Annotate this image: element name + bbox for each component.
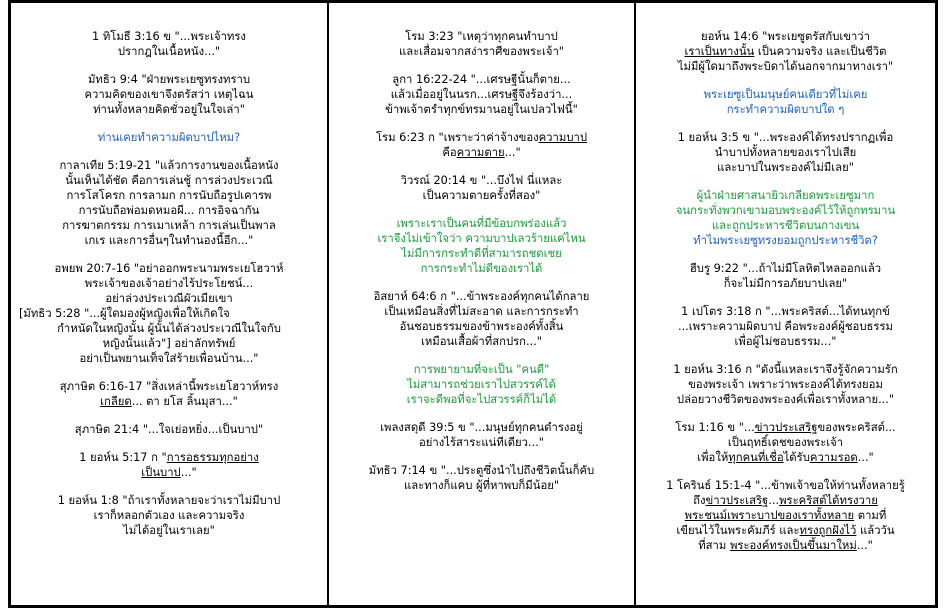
verse-line — [17, 450, 321, 465]
underlined-word: พระชนม์เพราะบาปของเราทั้งหลาย — [684, 509, 855, 522]
note-line: ไม่สามารถช่วยเราไปสวรรค์ได้ — [407, 378, 556, 391]
note-line: พระเยซูเป็นมนุษย์คนเดียวที่ไม่เคย — [703, 88, 868, 101]
verse-text: ที่สาม — [698, 539, 730, 552]
verse-line: ปล่อยวางชีวิตของพระองค์เพื่อเราทั้งหลาย..." — [676, 393, 895, 406]
highlight-note-blue — [642, 87, 929, 117]
note-line: การกระทำไม่ดีของเราได้ — [420, 262, 543, 275]
verse-line — [642, 523, 929, 538]
verse-text: 1 ยอห์น 5:17 ก " — [79, 451, 167, 464]
note-line: กระทำความผิดบาปใด ๆ — [726, 103, 845, 116]
verse-line: อันชอบธรรมของข้าพระองค์ทั้งสิ้น — [399, 320, 564, 333]
verse-line: เราก็หลอกตัวเอง และความจริง — [93, 509, 245, 522]
verse-line: ปรากฎในเนื้อหนัง..." — [117, 45, 221, 58]
highlight-note-2 — [335, 362, 628, 407]
verse-line: ความคิดของเขาจึงตรัสว่า เหตุไฉน — [84, 88, 254, 101]
verse-line: วิวรณ์ 20:14 ข "...บึงไฟ นี่แหละ — [400, 174, 563, 187]
verse-line: อย่าเป็นพยานเท็จใส่ร้ายเพื่อนบ้าน..." — [79, 352, 259, 365]
verse-line: อพยพ 20:7-16 "อย่าออกพระนามพระเยโฮวาห์ — [54, 262, 284, 275]
note-line: การพยายามที่จะเป็น "คนดี" — [413, 363, 550, 376]
verse-text: ได้รับ — [783, 451, 810, 464]
question-heading — [17, 130, 321, 145]
verse-line: กาลาเทีย 5:19-21 "แล้วการงานของเนื้อหนัง — [59, 159, 279, 172]
verse-hebrews-9-22 — [642, 261, 929, 291]
underlined-word: การอธรรมทุกอย่าง — [166, 451, 259, 464]
verse-text: โรม 1:16 ข "... — [675, 421, 755, 434]
verse-line: และทางก็แคบ ผู้ที่หาพบก็มีน้อย" — [403, 479, 560, 492]
verse-line — [335, 130, 628, 145]
verse-line: กำหนัดในหญิงนั้น ผู้นั้นได้ล่วงประเวณีในใจกับ — [57, 322, 281, 335]
verse-line — [642, 450, 929, 465]
verse-1john-5-17 — [17, 450, 321, 480]
underlined-word: ความรอด — [809, 451, 858, 464]
verse-line: หญิงนั้นแล้ว"] อย่าลักทรัพย์ — [102, 337, 236, 350]
underlined-word: เราเป็นทางนั้น — [684, 45, 755, 58]
verse-line: มัทธิว 9:4 "ฝ่ายพระเยซูทรงทราบ — [87, 73, 251, 86]
underlined-word: พระองค์ทรงเป็นขึ้นมาใหม่ — [729, 539, 857, 552]
verse-line: 1 ยอห์น 3:16 ก "ดังนี้แหละเราจึงรู้จักความรัก — [673, 363, 898, 376]
verse-1corinthians-15-1 — [642, 478, 929, 553]
highlight-note-1 — [335, 216, 628, 276]
question-text: ทำไมพระเยซูทรงยอมถูกประหารชีวิต? — [693, 234, 878, 247]
column-3 — [636, 3, 935, 605]
verse-luke-16-22 — [335, 72, 628, 117]
verse-line: พระเจ้าของเจ้าอย่างไร้ประโยชน์... — [84, 277, 254, 290]
underlined-word: เกลียด — [100, 395, 132, 408]
verse-romans-6-23 — [335, 130, 628, 160]
note-line: เพราะเราเป็นคนที่มีข้อบกพร่องแล้ว — [396, 217, 567, 230]
underlined-word: เป็นบาป — [141, 466, 181, 479]
verse-line: เป็นความตายครั้งที่สอง" — [422, 189, 541, 202]
underlined-word: ทรงถูกฝังไว้ — [799, 524, 857, 537]
verse-text: ..." — [857, 451, 874, 464]
verse-text: คือ — [442, 146, 457, 159]
verse-isaiah-64-6 — [335, 289, 628, 349]
verse-line — [642, 420, 929, 435]
verse-line: ไม่ได้อยู่ในเราเลย" — [123, 524, 215, 537]
underlined-word: ข่าวประเสริฐ — [754, 421, 818, 434]
verse-line — [642, 538, 929, 553]
verse-line: ก็จะไม่มีการอภัยบาปเลย" — [723, 277, 848, 290]
verse-line: อย่างไร้สาระแน่ทีเดียว..." — [419, 436, 544, 449]
verse-line: ข้าพเจ้าตรำทุกข์ทรมานอยู่ในเปลวไฟนี้" — [385, 103, 578, 116]
verse-line — [17, 465, 321, 480]
verse-line: แล้วเมื่ออยู่ในนรก...เศรษฐีจึงร้องว่า... — [390, 88, 573, 101]
verse-line: นำบาปทั้งหลายของเราไปเสีย — [714, 146, 857, 159]
verse-text: เพื่อให้ — [697, 451, 729, 464]
verse-line — [335, 145, 628, 160]
verse-text: ถึง — [693, 494, 706, 507]
verse-text: ..." — [180, 466, 197, 479]
verse-proverbs-21-4 — [17, 422, 321, 437]
note-line: ผู้นำฝ่ายศาสนายิวเกลียดพระเยซูมาก — [696, 189, 875, 202]
verse-line — [642, 508, 929, 523]
verse-line: ลูกา 16:22-24 "...เศรษฐีนั้นก็ตาย... — [392, 73, 571, 86]
verse-exodus-20-7 — [17, 261, 321, 366]
verse-1john-1-8 — [17, 493, 321, 538]
note-line: เราจะดีพอที่จะไปสวรรค์ก็ไม่ได้ — [406, 393, 557, 406]
verse-line: [มัทธิว 5:28 "...ผู้ใดมองผู้หญิงเพื่อให้เกิดใจ — [19, 307, 230, 320]
verse-text: ตามที่ — [854, 509, 887, 522]
question-text: ท่านเคยทำความผิดบาปไหม? — [97, 131, 241, 144]
verse-line: การฆาตกรรม การเมาเหล้า การเล่นเป็นพาล — [62, 219, 276, 232]
verse-line: 1 ยอห์น 1:8 "ถ้าเราทั้งหลายจะว่าเราไม่มีบาป — [57, 494, 281, 507]
note-line: และถูกประหารชีวิตบนกางเขน — [711, 219, 860, 232]
verse-text: เขียนไว้ในพระคัมภีร์ และ — [676, 524, 800, 537]
underlined-word: พระคริสต์ได้ทรงวาย — [779, 494, 878, 507]
verse-line: 1 เปโตร 3:18 ก "...พระคริสต์...ได้ทนทุกข์ — [681, 305, 890, 318]
verse-line: ฮีบรู 9:22 "...ถ้าไม่มีโลหิตไหลออกแล้ว — [689, 262, 882, 275]
verse-line: ไม่มีผู้ใดมาถึงพระบิดาได้นอกจากมาทางเรา" — [677, 60, 894, 73]
verse-revelation-20-14 — [335, 173, 628, 203]
verse-1john-3-16 — [642, 362, 929, 407]
verse-line: 1 ทิโมธี 3:16 ข "...พระเจ้าทรง — [92, 30, 246, 43]
note-line: เราจึงไม่เข้าใจว่า ความบาปเลวร้ายแค่ไหน — [377, 232, 586, 245]
verse-line: เกเร และการอื่นๆในทำนองนี้อีก..." — [84, 234, 254, 247]
verse-text: แล้ววัน — [856, 524, 895, 537]
verse-line: อิสยาห์ 64:6 ก "...ข้าพระองค์ทุกคนได้กลาย — [373, 290, 590, 303]
verse-line: 1 โครินธ์ 15:1-4 "...ข้าพเจ้าขอให้ท่านทั้งหลายรู้ — [666, 479, 905, 492]
verse-john-14-6 — [642, 29, 929, 74]
verse-line: ของพระเจ้า เพราะว่าพระองค์ได้ทรงยอม — [688, 378, 883, 391]
verse-proverbs-6-16 — [17, 379, 321, 409]
verse-1timothy-3-16 — [17, 29, 321, 59]
verse-line: เหมือนเสื้อผ้าที่สกปรก..." — [421, 335, 542, 348]
verse-line: ท่านทั้งหลายคิดชั่วอยู่ในใจเล่า" — [93, 103, 245, 116]
note-line: ไม่มีการกระทำดีที่สามารถชดเชย — [401, 247, 562, 260]
verse-romans-1-16 — [642, 420, 929, 465]
verse-text: โรม 6:23 ก "เพราะว่าค่าจ้างของ — [375, 131, 539, 144]
underlined-word: ข่าวประเสริฐ — [705, 494, 769, 507]
verse-line: เพื่อผู้ไม่ชอบธรรม..." — [734, 335, 837, 348]
verse-line: และบาปในพระองค์ไม่มีเลย" — [717, 161, 854, 174]
verse-text: ..." — [856, 539, 873, 552]
note-line: จนกระทั่งพวกเขามอบพระองค์ไว้ให้ถูกทรมาน — [675, 204, 896, 217]
verse-line: สุภาษิต 6:16-17 "สิ่งเหล่านี้พระเยโฮวาห์ทรง — [59, 380, 279, 393]
verse-text: ..." — [504, 146, 521, 159]
verse-line: เป็นเหมือนสิ่งที่ไม่สะอาด และการกระทำ — [384, 305, 579, 318]
highlight-note-mixed — [642, 188, 929, 248]
verse-text: เป็นความจริง และเป็นชีวิต — [754, 45, 887, 58]
verse-1john-3-5 — [642, 130, 929, 175]
verse-matthew-9-4 — [17, 72, 321, 117]
underlined-word: ความบาป — [538, 131, 588, 144]
verse-line: เพลงสดุดี 39:5 ข "...มนุษย์ทุกคนดำรงอยู่ — [380, 421, 583, 434]
verse-line: นั้นเห็นได้ชัด คือการเล่นชู้ การล่วงประเวณี — [65, 174, 273, 187]
verse-line: และเสื่อมจากสง่าราศีของพระเจ้า" — [398, 45, 565, 58]
verse-matthew-7-14 — [335, 463, 628, 493]
underlined-word: ทุกคนที่เชื่อ — [728, 451, 784, 464]
verse-line: 1 ยอห์น 3:5 ข "...พระองค์ได้ทรงปรากฏเพื่อ — [677, 131, 894, 144]
verse-line: ยอห์น 14:6 "พระเยซูตรัสกับเขาว่า — [701, 30, 870, 43]
verse-line: สุภาษิต 21:4 "...ใจเย่อหยิ่ง...เป็นบาป" — [74, 423, 264, 436]
column-2 — [329, 3, 636, 605]
verse-1peter-3-18 — [642, 304, 929, 349]
underlined-word: ความตาย — [456, 146, 505, 159]
verse-line: โรม 3:23 "เหตุว่าทุกคนทำบาป — [405, 30, 558, 43]
verse-text: ... ตา ยโส ลิ้นมุสา..." — [131, 395, 238, 408]
verse-line — [17, 394, 321, 409]
verse-text: ของพระคริสต์... — [817, 421, 896, 434]
verse-text: ... — [768, 494, 780, 507]
verse-line: การนับถือพ่อมดหมอผี... การอิจฉากัน — [78, 204, 260, 217]
verse-line: การโสโครก การลามก การนับถือรูปเคารพ — [66, 189, 272, 202]
verse-psalm-39-5 — [335, 420, 628, 450]
verse-line: ...เพราะความผิดบาป คือพระองค์ผู้ชอบธรรม — [678, 320, 893, 333]
verse-line: มัทธิว 7:14 ข "...ประตูซึ่งนำไปถึงชีวิตนั้นก็คับ — [368, 464, 595, 477]
verse-galatians-5-19 — [17, 158, 321, 248]
verse-line — [642, 493, 929, 508]
tract-page — [8, 0, 938, 608]
column-1 — [11, 3, 329, 605]
verse-line — [642, 44, 929, 59]
verse-line: เป็นฤทธิ์เดชของพระเจ้า — [727, 436, 844, 449]
verse-romans-3-23 — [335, 29, 628, 59]
verse-line: อย่าล่วงประเวณีผัวเมียเขา — [105, 292, 233, 305]
